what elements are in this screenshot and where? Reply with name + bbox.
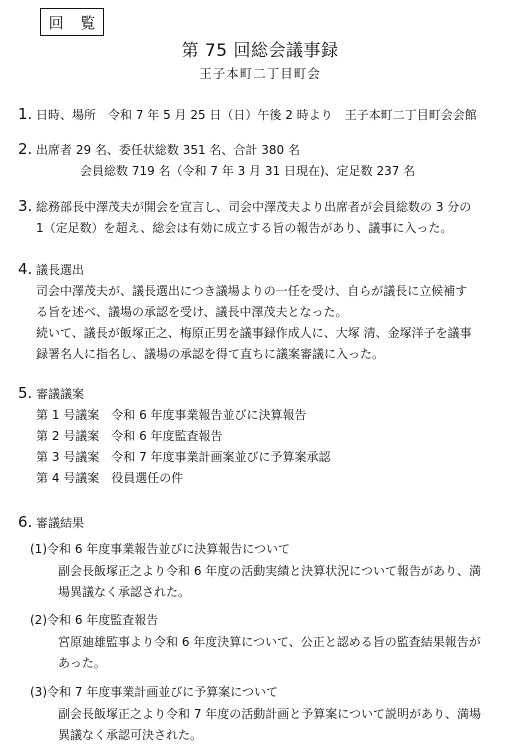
section-4-line-1: 司会中澤茂夫が、議長選出につき議場よりの一任を受け、自らが議長に立候補す bbox=[36, 284, 468, 298]
section-4-line-4: 録署名人に指名し、議場の承認を得て直ちに議案審議に入った。 bbox=[36, 347, 385, 361]
result-2-line-2: あった。 bbox=[58, 656, 106, 670]
section-2-number: 2. bbox=[18, 140, 33, 158]
agenda-item-4: 第 4 号議案 役員選任の件 bbox=[36, 471, 184, 485]
section-1-text: 日時、場所 令和 7 年 5 月 25 日（日）午後 2 時より 王子本町二丁目町会会館 bbox=[36, 108, 477, 122]
section-4-line-2: る旨を述べ、議場の承認を受け、議長中澤茂夫となった。 bbox=[36, 305, 348, 319]
section-4-line-3: 続いて、議長が飯塚正之、梅原正男を議事録作成人に、大塚 清、金塚洋子を議事 bbox=[36, 326, 472, 340]
result-2-line-1: 宮原廸雄監事より令和 6 年度決算について、公正と認める旨の監査結果報告が bbox=[58, 635, 481, 649]
section-4-number: 4. bbox=[18, 260, 33, 278]
result-3-title: (3)令和 7 年度事業計画並びに予算案について bbox=[30, 685, 279, 699]
section-5-number: 5. bbox=[18, 384, 33, 402]
section-3-line-1: 総務部長中澤茂夫が開会を宣言し、司会中澤茂夫より出席者が会員総数の 3 分の bbox=[36, 200, 472, 214]
circulation-badge: 回 覧 bbox=[40, 8, 104, 36]
result-3-line-1: 副会長飯塚正之より令和 7 年度の活動計画と予算案について説明があり、満場 bbox=[58, 707, 482, 721]
section-3-number: 3. bbox=[18, 197, 33, 215]
section-6-heading: 審議結果 bbox=[36, 516, 85, 530]
result-1-title: (1)令和 6 年度事業報告並びに決算報告について bbox=[30, 542, 291, 556]
result-1-line-1: 副会長飯塚正之より令和 6 年度の活動実績と決算状況について報告があり、満 bbox=[58, 564, 482, 578]
section-2-line-2: 会員総数 719 名（令和 7 年 3 月 31 日現在)、定足数 237 名 bbox=[80, 164, 416, 178]
result-1-line-2: 場異議なく承認された。 bbox=[58, 585, 191, 599]
section-6-number: 6. bbox=[18, 513, 33, 531]
document-title: 第 75 回総会議事録 bbox=[181, 41, 339, 61]
section-5-heading: 審議議案 bbox=[36, 387, 85, 401]
section-2-line-1: 出席者 29 名、委任状総数 351 名、合計 380 名 bbox=[36, 143, 300, 157]
organization-name: 王子本町二丁目町会 bbox=[199, 66, 321, 81]
section-4-heading: 議長選出 bbox=[36, 263, 85, 277]
result-2-title: (2)令和 6 年度監査報告 bbox=[30, 613, 159, 627]
result-3-line-2: 異議なく承認可決された。 bbox=[58, 728, 203, 742]
section-1-number: 1. bbox=[18, 105, 33, 123]
section-3-line-2: 1（定足数）を超え、総会は有効に成立する旨の報告があり、議事に入った。 bbox=[36, 221, 453, 235]
agenda-item-2: 第 2 号議案 令和 6 年度監査報告 bbox=[36, 429, 223, 443]
agenda-item-3: 第 3 号議案 令和 7 年度事業計画案並びに予算案承認 bbox=[36, 450, 331, 464]
agenda-item-1: 第 1 号議案 令和 6 年度事業報告並びに決算報告 bbox=[36, 408, 307, 422]
